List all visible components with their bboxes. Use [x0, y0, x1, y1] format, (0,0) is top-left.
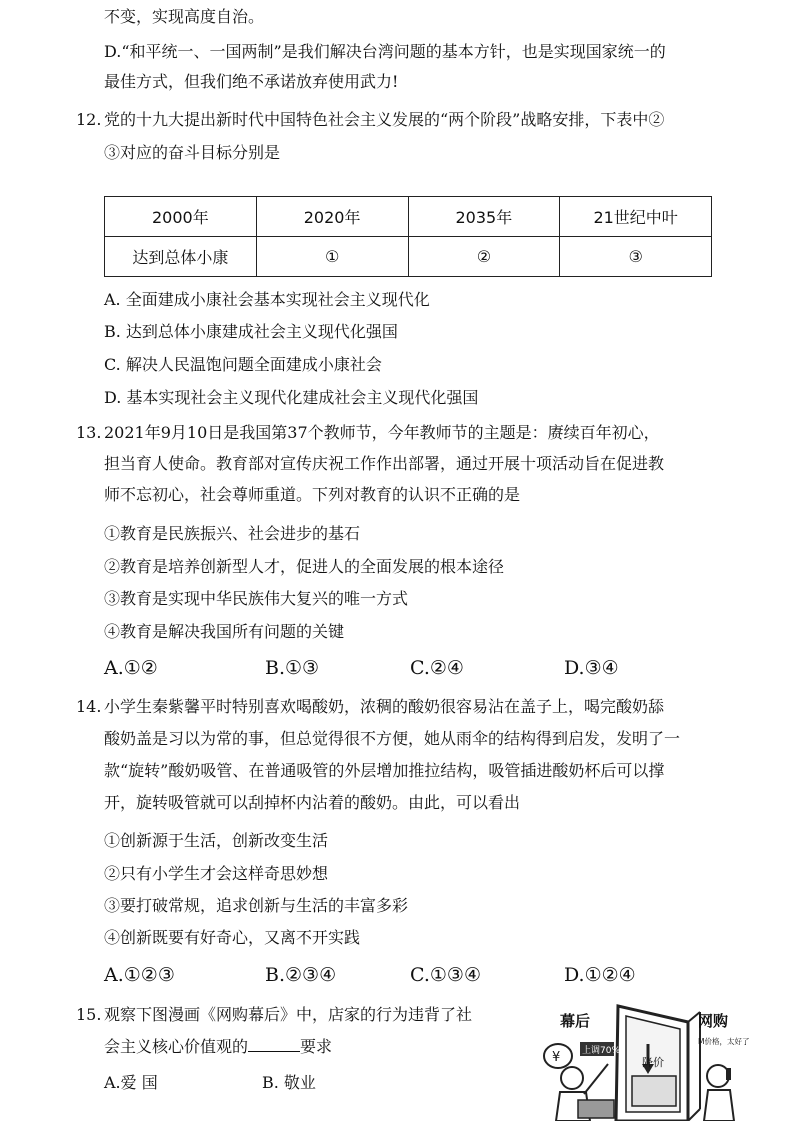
q12-option-d: D. 基本实现社会主义现代化建成社会主义现代化强国 — [104, 388, 479, 407]
q15-stem-line2-suffix: 要求 — [300, 1037, 333, 1056]
q14-statement-1: ①创新源于生活，创新改变生活 — [104, 831, 329, 850]
table-header-row — [105, 197, 712, 237]
q13-choice-c: C.②④ — [410, 657, 464, 679]
price-sign-text: 降价 — [642, 1056, 664, 1069]
q12-stem-line2: ③对应的奋斗目标分别是 — [104, 143, 281, 162]
yen-symbol: ¥ — [552, 1050, 561, 1065]
price-tag-text: 上调70% — [582, 1046, 621, 1056]
ad-text: M价格，太好了 — [698, 1037, 750, 1046]
phone-icon — [726, 1068, 731, 1080]
q14-stem-line2: 酸奶盖是习以为常的事，但总觉得很不方便，她从雨伞的结构得到启发，发明了一 — [104, 729, 681, 748]
q13-stem-line2: 担当育人使命。教育部对宣传庆祝工作作出部署，通过开展十项活动旨在促进教 — [104, 454, 665, 473]
q15-number: 15. — [76, 1005, 102, 1024]
q14-stem-line3: 款“旋转”酸奶吸管、在普通吸管的外层增加推拉结构，吸管插进酸奶杯后可以撑 — [104, 761, 665, 780]
table-header-cell: 2000年 — [105, 197, 257, 237]
q11-option-d-line1: D.“和平统一、一国两制”是我们解决台湾问题的基本方针，也是实现国家统一的 — [104, 42, 666, 61]
q14-choice-b: B.②③④ — [265, 964, 337, 986]
q12-option-c: C. 解决人民温饱问题全面建成小康社会 — [104, 355, 382, 374]
table-row — [105, 237, 712, 277]
shopkeeper-head — [561, 1067, 583, 1089]
crate — [578, 1100, 614, 1118]
q15-stem-line2 — [104, 1035, 332, 1057]
q13-statement-3: ③教育是实现中华民族伟大复兴的唯一方式 — [104, 589, 409, 608]
q14-statement-4: ④创新既要有好奇心，又离不开实践 — [104, 928, 361, 947]
q11-option-d-line2: 最佳方式，但我们绝不承诺放弃使用武力! — [104, 72, 399, 91]
q14-statement-3: ③要打破常规，追求创新与生活的丰富多彩 — [104, 896, 409, 915]
q13-number: 13. — [76, 423, 102, 442]
q12-number: 12. — [76, 110, 102, 129]
q12-table — [104, 196, 712, 277]
cartoon-illustration — [538, 1004, 772, 1121]
q13-choice-d: D.③④ — [564, 657, 619, 679]
q14-choice-c: C.①③④ — [410, 964, 481, 986]
q13-statement-4: ④教育是解决我国所有问题的关键 — [104, 622, 345, 641]
q13-stem-line3: 师不忘初心，社会尊师重道。下列对教育的认识不正确的是 — [104, 485, 521, 504]
q11-tail-line: 不变，实现高度自治。 — [104, 7, 265, 26]
table-header-cell: 2020年 — [256, 197, 408, 237]
q14-choice-a: A.①②③ — [104, 964, 175, 986]
q12-option-b: B. 达到总体小康建成社会主义现代化强国 — [104, 322, 398, 341]
table-cell: ② — [408, 237, 560, 277]
q15-stem-line2-prefix: 会主义核心价值观的 — [104, 1037, 249, 1056]
q13-choice-a: A.①② — [104, 657, 158, 679]
table-header-cell: 21世纪中叶 — [560, 197, 712, 237]
customer-body — [704, 1090, 734, 1121]
q14-statement-2: ②只有小学生才会这样奇思妙想 — [104, 864, 329, 883]
q15-stem-line1: 观察下图漫画《网购幕后》中，店家的行为违背了社 — [104, 1005, 473, 1024]
q13-statement-2: ②教育是培养创新型人才，促进人的全面发展的根本途径 — [104, 557, 505, 576]
table-header-cell: 2035年 — [408, 197, 560, 237]
q14-stem-line4: 开，旋转吸管就可以刮掉杯内沾着的酸奶。由此，可以看出 — [104, 793, 521, 812]
q14-stem-line1: 小学生秦紫馨平时特别喜欢喝酸奶，浓稠的酸奶很容易沾在盖子上，喝完酸奶舔 — [104, 697, 665, 716]
q13-stem-line1: 2021年9月10日是我国第37个教师节，今年教师节的主题是：赓续百年初心， — [104, 423, 660, 442]
q12-option-a: A. 全面建成小康社会基本实现社会主义现代化 — [104, 290, 430, 309]
customer-head — [707, 1065, 729, 1087]
answer-blank — [248, 1035, 300, 1052]
table-cell: ① — [256, 237, 408, 277]
goods-box — [632, 1076, 676, 1106]
q13-choice-b: B.①③ — [265, 657, 320, 679]
q14-number: 14. — [76, 697, 102, 716]
q15-option-b: B. 敬业 — [262, 1073, 316, 1092]
cartoon-left-title: 幕后 — [560, 1012, 591, 1030]
q14-choice-d: D.①②④ — [564, 964, 636, 986]
cartoon-right-title: 网购 — [698, 1012, 729, 1030]
q13-statement-1: ①教育是民族振兴、社会进步的基石 — [104, 524, 361, 543]
q12-stem-line1: 党的十九大提出新时代中国特色社会主义发展的“两个阶段”战略安排，下表中② — [104, 110, 665, 129]
table-cell: 达到总体小康 — [105, 237, 257, 277]
table-cell: ③ — [560, 237, 712, 277]
q15-option-a: A.爱 国 — [104, 1073, 158, 1092]
